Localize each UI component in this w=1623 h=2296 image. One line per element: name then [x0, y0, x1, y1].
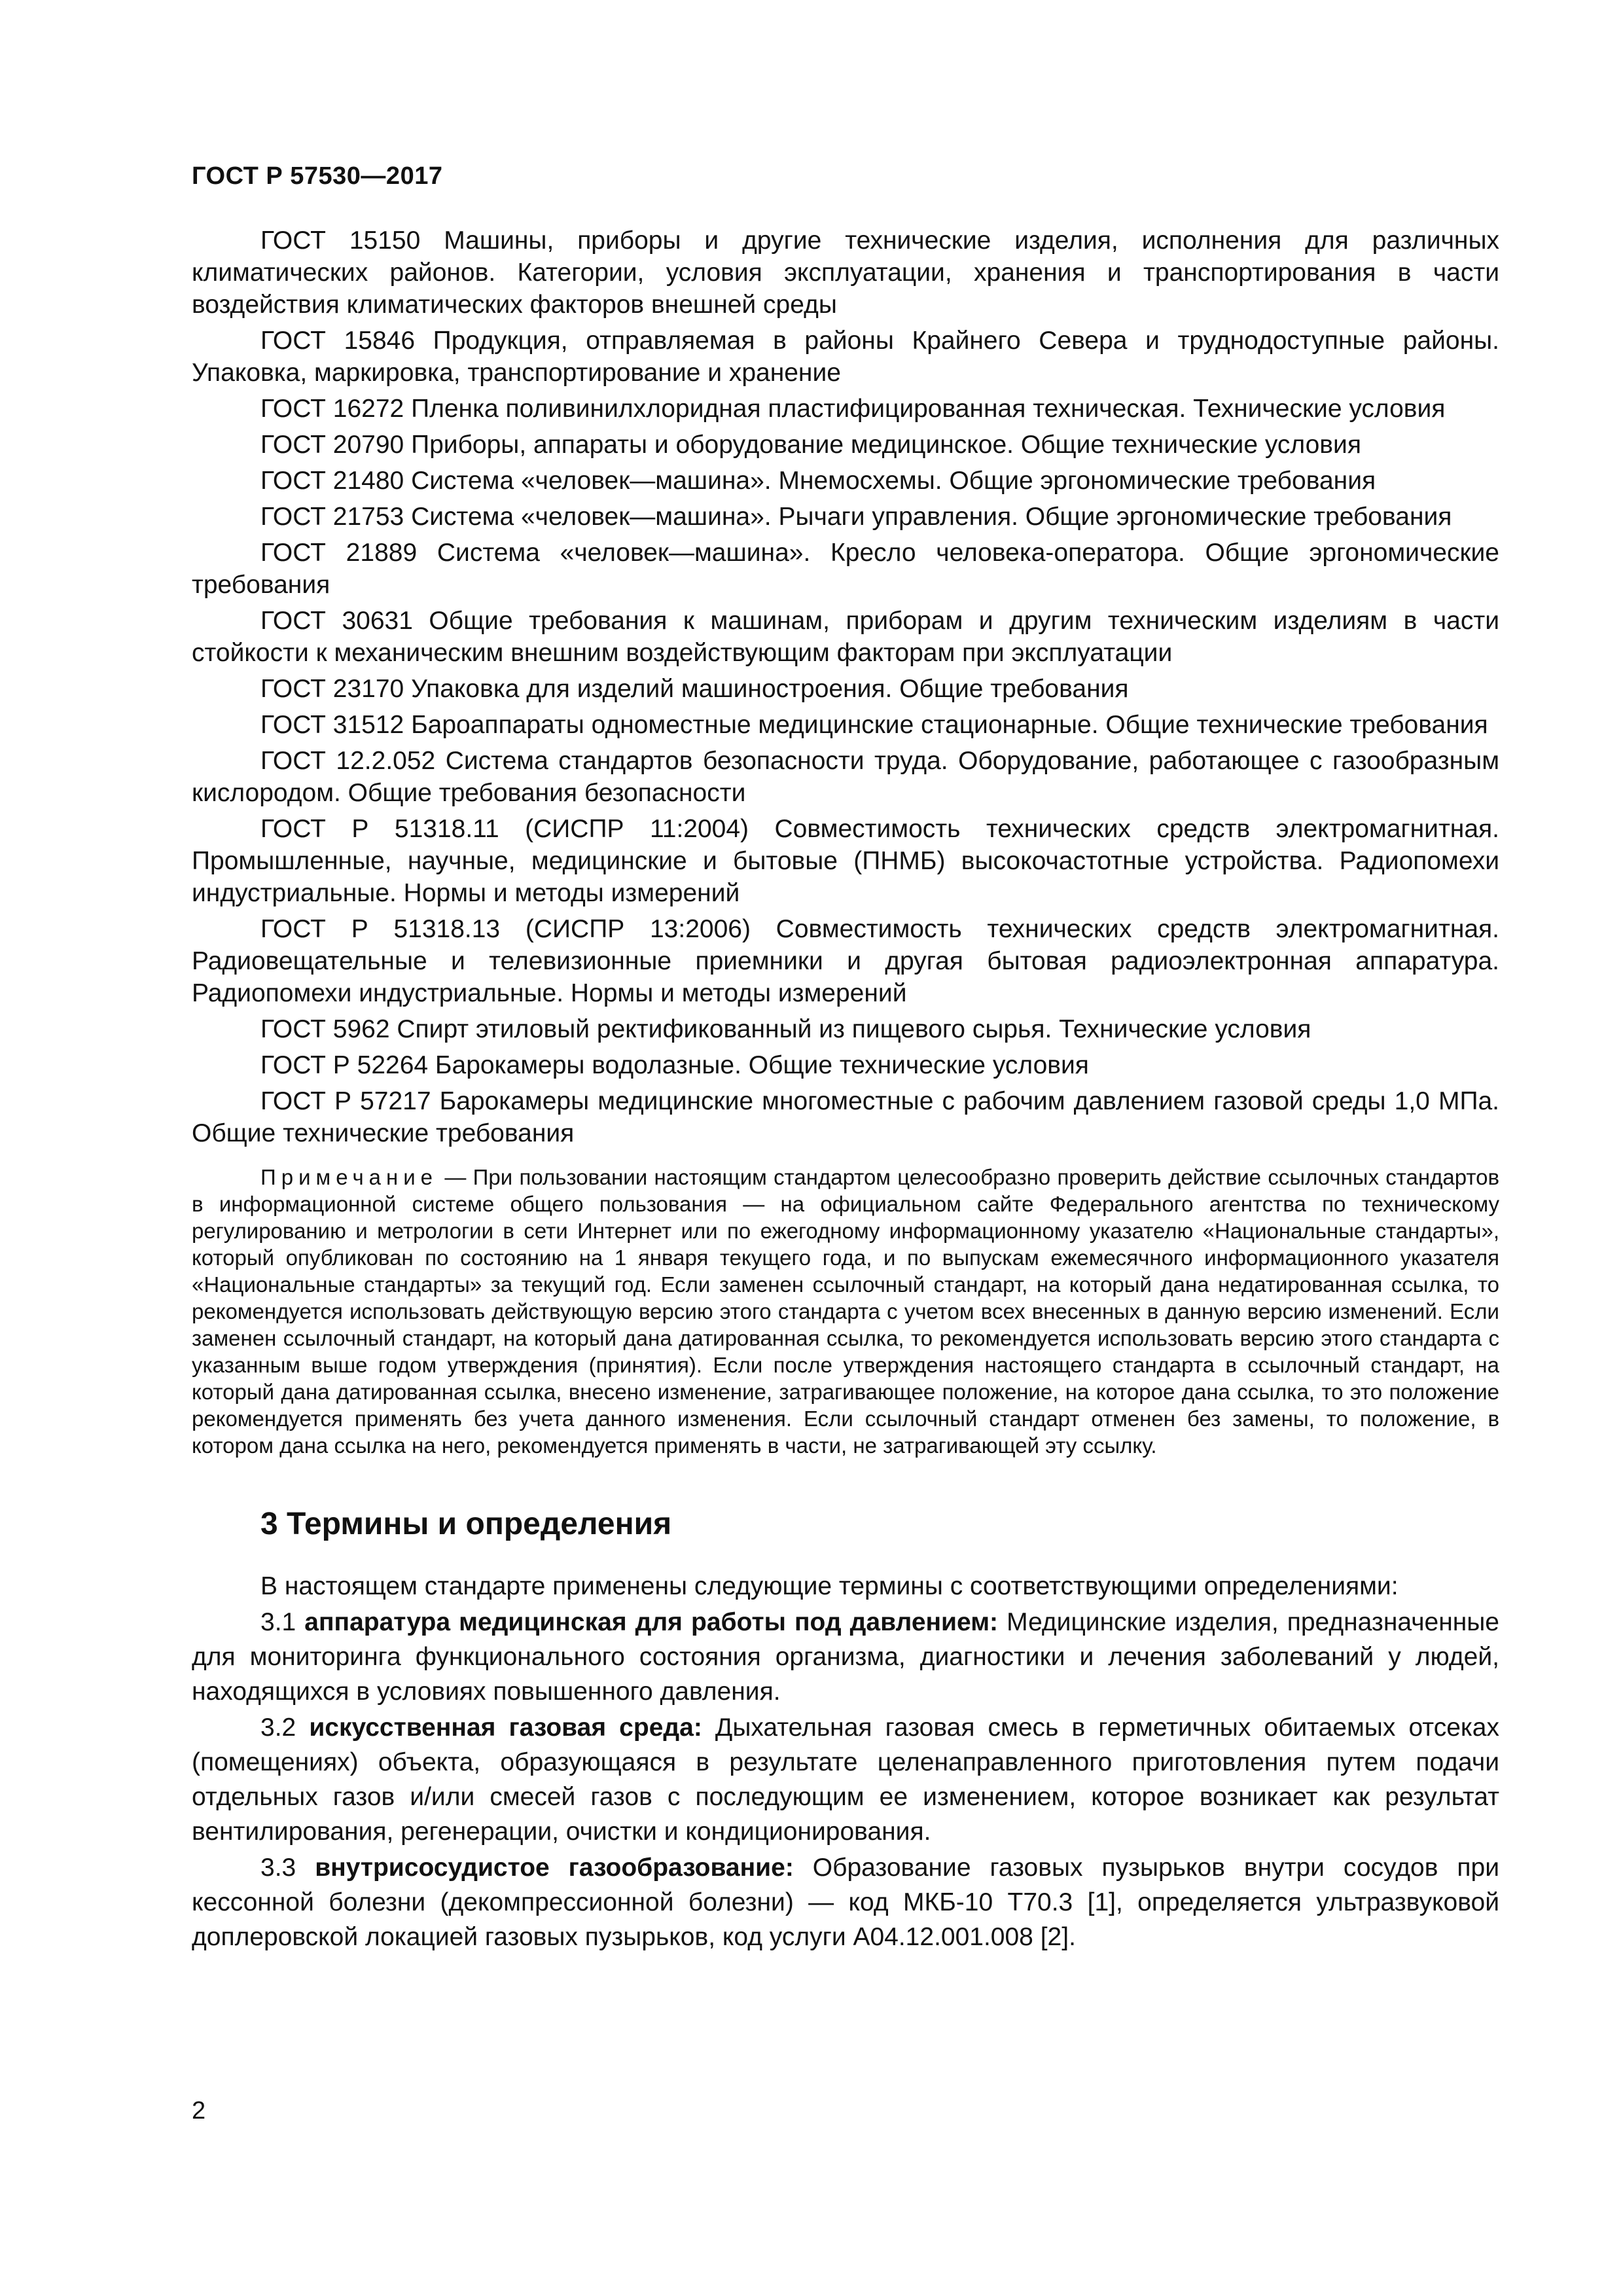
term-definition — [192, 1605, 1499, 1709]
reference-item: ГОСТ 16272 Пленка поливинилхлоридная пластифицированная техническая. Технические условия — [260, 395, 1446, 423]
term-number: 3.3 — [260, 1854, 296, 1882]
term-name: внутрисосудистое газообразование: — [315, 1854, 794, 1882]
reference-item: ГОСТ 21480 Система «человек—машина». Мнемосхемы. Общие эргономические требования — [260, 467, 1376, 495]
section-intro: В настоящем стандарте применены следующие термины с соответствующими определениями: — [260, 1572, 1399, 1600]
reference-item: ГОСТ 5962 Спирт этиловый ректификованный из пищевого сырья. Технические условия — [260, 1015, 1311, 1043]
reference-item: ГОСТ Р 52264 Барокамеры водолазные. Общие технические условия — [260, 1051, 1089, 1079]
reference-item: ГОСТ 21753 Система «человек—машина». Рычаги управления. Общие эргономические требования — [260, 503, 1452, 531]
reference-item: ГОСТ Р 51318.13 (СИСПР 13:2006) Совместимость технических средств электромагнитная. Радиовещательные и телевизионные приемники и другая бытовая радиоэлектронная аппаратура. Радиопомехи индустриальные. Нормы и методы измерений — [192, 915, 1499, 1007]
reference-item: ГОСТ 12.2.052 Система стандартов безопасности труда. Оборудование, работающее с газообразным кислородом. Общие требования безопасности — [192, 747, 1499, 807]
reference-item: ГОСТ 20790 Приборы, аппараты и оборудование медицинское. Общие технические условия — [260, 431, 1361, 459]
normative-references-list — [192, 224, 1499, 1149]
term-definition — [192, 1710, 1499, 1849]
term-number: 3.2 — [260, 1713, 296, 1742]
note-paragraph — [192, 1164, 1499, 1459]
term-definition — [192, 1850, 1499, 1954]
reference-item: ГОСТ 31512 Бароаппараты одноместные медицинские стационарные. Общие технические требования — [260, 711, 1488, 739]
page-content — [192, 224, 1499, 1954]
reference-item: ГОСТ 23170 Упаковка для изделий машиностроения. Общие требования — [260, 675, 1129, 703]
reference-item: ГОСТ Р 51318.11 (СИСПР 11:2004) Совместимость технических средств электромагнитная. Промышленные, научные, медицинские и бытовые (ПНМБ) высокочастотные устройства. Радиопомехи индустриальные. Нормы и методы измерений — [192, 815, 1499, 907]
term-number: 3.1 — [260, 1608, 296, 1636]
term-text: Дыхательная газовая смесь в герметичных обитаемых отсеках (помещениях) объекта, образующаяся в результате целенаправленного приготовления путем подачи отдельных газов и/или смесей газов с последующим ее изменением, которое возникает как результат вентилирования, регенерации, очистки и кондиционирования. — [192, 1713, 1499, 1846]
term-text: Медицинские изделия, предназначенные для мониторинга функционального состояния организма, диагностики и лечения заболеваний у людей, находящихся в условиях повышенного давления. — [192, 1608, 1499, 1706]
note-text: — При пользовании настоящим стандартом целесообразно проверить действие ссылочных стандартов в информационной системе общего пользования — на официальном сайте Федерального агентства по техническому регулированию и метрологии в сети Интернет или по ежегодному информационному указателю «Национальные стандарты», который опубликован по состоянию на 1 января текущего года, и по выпускам ежемесячного информационного указателя «Национальные стандарты» за текущий год. Если заменен ссылочный стандарт, на который дана недатированная ссылка, то рекомендуется использовать действующую версию этого стандарта с учетом всех внесенных в данную версию изменений. Если заменен ссылочный стандарт, на который дана датированная ссылка, то рекомендуется использовать версию этого стандарта с указанным выше годом утверждения (принятия). Если после утверждения настоящего стандарта в ссылочный стандарт, на который дана датированная ссылка, внесено изменение, затрагивающее положение, на которое дана ссылка, то это положение рекомендуется применять без учета данного изменения. Если ссылочный стандарт отменен без замены, то положение, в котором дана ссылка на него, рекомендуется применять в части, не затрагивающей эту ссылку. — [192, 1165, 1499, 1458]
term-text: Образование газовых пузырьков внутри сосудов при кессонной болезни (декомпрессионной болезни) — код МКБ-10 Т70.3 [1], определяется ультразвуковой доплеровской локацией газовых пузырьков, код услуги А04.12.001.008 [2]. — [192, 1854, 1499, 1951]
section-title: 3 Термины и определения — [260, 1507, 672, 1541]
reference-item: ГОСТ 15846 Продукция, отправляемая в районы Крайнего Севера и труднодоступные районы. Упаковка, маркировка, транспортирование и хранение — [192, 327, 1499, 387]
document-header: ГОСТ Р 57530—2017 — [192, 162, 443, 190]
reference-item: ГОСТ 30631 Общие требования к машинам, приборам и другим техническим изделиям в части стойкости к механическим внешним воздействующим факторам при эксплуатации — [192, 607, 1499, 667]
reference-item: ГОСТ 21889 Система «человек—машина». Кресло человека-оператора. Общие эргономические требования — [192, 539, 1499, 599]
term-name: искусственная газовая среда: — [309, 1713, 702, 1742]
term-name: аппаратура медицинская для работы под давлением: — [304, 1608, 999, 1636]
note-label: Примечание — [260, 1165, 438, 1189]
page-number: 2 — [192, 2097, 206, 2125]
reference-item: ГОСТ Р 57217 Барокамеры медицинские многоместные с рабочим давлением газовой среды 1,0 МПа. Общие технические требования — [192, 1087, 1499, 1147]
reference-item: ГОСТ 15150 Машины, приборы и другие технические изделия, исполнения для различных климатических районов. Категории, условия эксплуатации, хранения и транспортирования в части воздействия климатических факторов внешней среды — [192, 226, 1499, 319]
